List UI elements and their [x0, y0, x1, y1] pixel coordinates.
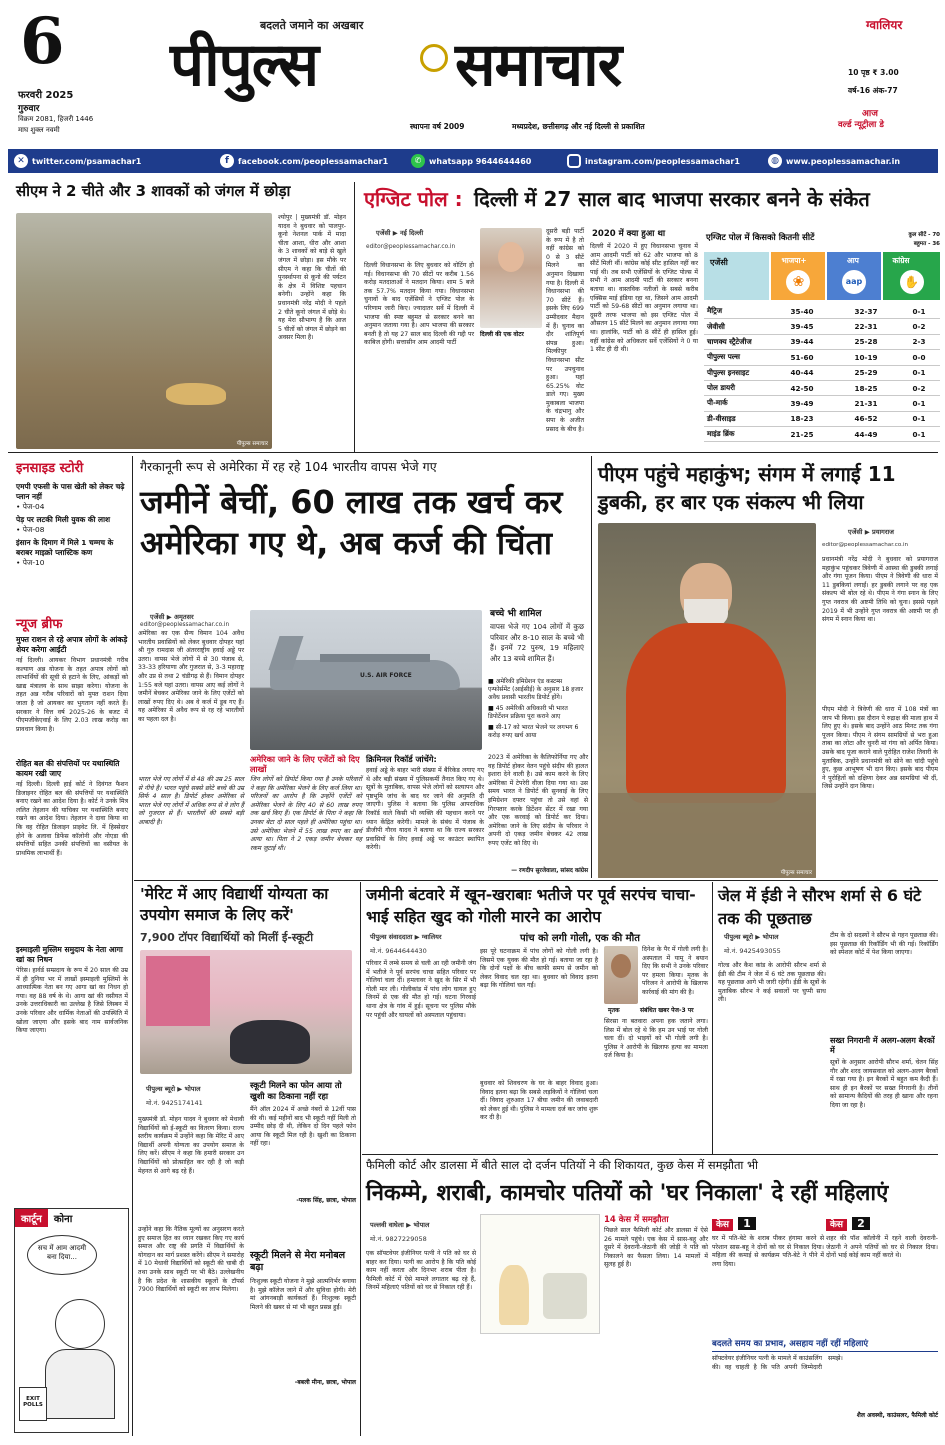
today-label: आज	[862, 109, 878, 119]
merit-headline: 'मेरिट में आए विद्यार्थी योग्यता का उपयोग समाज के लिए करें'	[140, 885, 329, 924]
bottom-sign: शैल अवस्थी, काउंसलर, फैमिली कोर्ट	[856, 1412, 938, 1419]
voter-face	[498, 242, 524, 272]
agent-box	[250, 754, 362, 879]
us-deport-byline: एजेंसी ▶ अमृतसर	[150, 613, 194, 621]
ed-mobile: मो.नं. 9425493055	[724, 947, 781, 955]
case-1-body: घर में पति-बेटे के शराब पीकर हंगामा करने से परेशान सास-बहू ने दोनों को घर से निकाल दिया। महिला की कमाई से कार्यक्रम पति-बेटे ने पीने में लगा दिया।	[712, 1235, 824, 1268]
case-2-box	[826, 1212, 938, 1332]
cartoon-label: कार्टून	[15, 1209, 48, 1227]
total-seats: कुल सीटें - 70	[908, 232, 940, 238]
social-bar	[8, 149, 938, 173]
established: स्थापना वर्ष 2009	[410, 122, 465, 131]
merit-box-2-sign: -बबली मीना, छात्रा, भोपाल	[294, 1379, 356, 1386]
exit-poll-table-box	[704, 228, 940, 444]
case-2-num: 2	[852, 1217, 870, 1230]
inside-item[interactable]	[16, 482, 128, 512]
news-brief	[16, 614, 128, 1087]
history-body: दिल्ली में 2020 में हुए विधानसभा चुनाव में आम आदमी पार्टी को 62 और भाजपा को 8 सीटें मिली थीं। कांग्रेस कोई सीट हासिल नहीं कर पाई थी। तब सभी एजेंसियों के एग्जिट पोल्स में सभी ने आम आदमी पार्टी की सरकार बनना बताया था। वास्तविक नतीजों के सबसे करीब एक्सिस माई इंडिया रहा था, जिसने आम आदमी पार्टी को 59-68 सीटों का अनुमान लगाया था। दूसरी तरफ भाजपा को इस एग्जिट पोल में औसतन 15 सीटें मिलने का अनुमान लगाया गया था। हालांकि, पार्टी को 8 सीटें ही हासिल हुई। वहीं कांग्रेस को अधिकतर सर्वे एजेंसियों ने 0 या 1 सीट ही दी थी।	[590, 243, 698, 354]
ed-box-title: सख्त निगरानी में अलग-अलग बैरकों में	[830, 1036, 935, 1055]
exit-poll-cell-aap: 18-25	[834, 380, 898, 395]
social-instagram-text: instagram.com/peoplessamachar1	[585, 156, 740, 166]
exit-poll-cell-aap: 10-19	[834, 350, 898, 365]
case-1-num: 1	[738, 1217, 756, 1230]
exit-poll-headline: दिल्ली में 27 साल बाद भाजपा सरकार बनने के संकेत	[474, 187, 870, 211]
exit-poll-cell-agency: मैट्रिज	[704, 304, 770, 319]
exit-poll-cell-agency: पीपुल्स इनसाइट	[704, 365, 770, 380]
fact-text: अमेरिकी इमिग्रेशन एंड कस्टम्स एन्फोर्समेंट (आईसीई) के अनुसार 18 हजार अवैध प्रवासी भारतीय डिपोर्ट होंगे।	[488, 678, 583, 701]
inside-item-text: पेड़ पर लटकी मिली युवक की लाश	[16, 515, 111, 524]
social-facebook-text: facebook.com/peoplessamachar1	[238, 156, 389, 166]
cartoon-body	[45, 1349, 115, 1419]
tagline: बदलते जमाने का अखबार	[260, 19, 364, 32]
cases-box	[604, 1214, 708, 1434]
kumbh-body: प्रधानमंत्री नरेंद्र मोदी ने बुधवार को प्रयागराज महाकुंभ पहुंचकर त्रिवेणी में आस्था की डुबकी लगाई और गंगा पूजन किया। पीएम ने त्रिवेणी की धारा में 11 डुबकियां लगाईं। हर डुबकी लगाने पर वह एक संकल्प भी बोल रहे थे। पीएम ने गंगा स्नान के लिए गुप्त नवरात्र की अष्टमी तिथि को चुना। इससे पहले 2019 में भी उन्होंने गुप्त नवरात्र की अष्टमी पर ही संगम में स्नान किया था।	[822, 556, 938, 624]
land-byline: पीपुल्स संवाददाता ▶ ग्वालियर	[370, 933, 442, 941]
merit-box-1	[250, 1080, 356, 1260]
merit-box-2-body: निःशुल्क स्कूटी योजना ने मुझे आत्मनिर्भर बनाया है। मुझे कॉलेज जाने में और सुविधा होगी। मेरी मां आंगनबाड़ी कार्यकर्ता हैं। निःशुल्क स्कूटी मिलने की खबर से मां भी बहुत प्रसन्न हुईं।	[250, 1278, 356, 1311]
sandeep-story: 2023 में अमेरिका के कैलिफोर्निया गए और वह डिपोर्ट होकर वेतन पहुंचे संदीप की हालत इशारा देने वाली है। उसे काम करने के लिए अमेरिका में टेपरेरी वीजा दिया गया था। उस समय भारत ने डिपोर्ट की सुनवाई के लिए इमिग्रेशन दफ्तर पहुंचा तो उसे वहां से गिरफ्तार करके डिटेंशन सेंटर में रखा गया और एक करवाई को डिपोर्ट कर दिया। अमेरिका जाने के लिए संदीप के परिवार ने अपनी दो एकड़ जमीन बेचकर 42 लाख रुपए एजेंट को दिए थे।	[488, 754, 588, 847]
bottom-title: बदलते समय का प्रभाव, असहाय नहीं रहीं महिलाएं	[712, 1338, 938, 1352]
agency-header-label: एजेंसी	[710, 258, 728, 267]
exit-poll-cell-aap: 46-52	[834, 411, 898, 426]
bottom-body: सॉफ्टवेयर इंजीनियर पत्नी के मामले में काउंसलिंग की। वह चाहती है कि पति अपनी जिम्मेदारी समझे।	[712, 1355, 843, 1371]
exit-poll-row	[704, 411, 940, 426]
x-icon: ✕	[14, 154, 28, 168]
fact-item: ■ अमेरिकी इमिग्रेशन एंड कस्टम्स एन्फोर्समेंट (आईसीई) के अनुसार 18 हजार अवैध प्रवासी भारतीय डिपोर्ट होंगे।	[488, 678, 583, 701]
family-kicker: फैमिली कोर्ट और डालसा में बीते साल दो दर्जन पतियों ने की शिकायत, कुछ केस में समझौता भी	[366, 1158, 758, 1172]
party-bjp	[771, 252, 825, 300]
exit-poll-cell-cong: 0-1	[898, 396, 940, 411]
merit-mobile: मो.नं. 9425174141	[146, 1099, 203, 1107]
exit-poll-body: दिल्ली विधानसभा के लिए बुधवार को वोटिंग हो गई। विधानसभा की 70 सीटों पर करीब 1.56 करोड़ मतदाताओं ने मतदान किया। शाम 5 बजे तक 57.7% मतदान किया गया। विधानसभा चुनावों के बाद एजेंसियों ने एग्जिट पोल के परिणाम जारी किए। ज्यादातर सर्वे में दिल्ली में भाजपा की स्पष्ट बहुमत से सरकार बनने का अनुमान जताया गया है। आप भाजपा की सरकार बनती है तो यह 27 साल बाद दिल्ली की गद्दी पर काबिज होगी। सत्तासीन आम आदमी पार्टी	[364, 262, 474, 347]
cheetah-photo	[16, 213, 272, 449]
exit-poll-cell-agency: डी-वीसाइड	[704, 411, 770, 426]
merit-box-2-title: स्कूटी मिलने से मेरा मनोबल बढ़ा	[250, 1250, 346, 1273]
ed-body-2: टीम के दो सदस्यों ने सौरभ से गहन पूछताछ की। इस पूछताछ की रिकॉर्डिंग भी की गई। रिकॉर्डिंग को स्पेशल कोर्ट में पेश किया जाएगा।	[830, 932, 938, 957]
social-website-text: www.peoplessamachar.in	[786, 156, 901, 166]
merit-box-2	[250, 1250, 356, 1430]
exit-poll-row	[704, 350, 940, 365]
children-title: बच्चे भी शामिल	[490, 609, 542, 619]
pm-robe	[626, 623, 786, 803]
cases-body: पिछले साल फैमिली कोर्ट और डालसा में ऐसे 26 मामले पहुंचे। एक केस में सास-बहू और दूसरे में देवरानी-जेठानी की जोड़ी ने पति को निकालने का फैसला लिया। 14 मामलों में सुलह हुई है।	[604, 1227, 708, 1269]
brief-item-body: नई दिल्ली। दिल्ली हाई कोर्ट ने दिवंगत फैशन डिजाइनर रोहित बल की संपत्तियों पर यथास्थिति बनाए रखने का आदेश दिया है। कोर्ट ने उनके मित्र ललित तेहलान की याचिका पर यथास्थिति बनाए रखने का आदेश दिया। तेहलान ने दावा किया था कि वह रोहित डिजाइन प्राइवेट लि. में हिस्सेदार होने के अलावा डिफेंस कॉलोनी और नोएडा की संपत्तियों सहित उनकी संपत्तियों का वसीयत के प्राथमिक लाभार्थी हैं।	[16, 781, 128, 857]
masthead-logo-emblem	[420, 44, 448, 72]
inside-story-title: इनसाइड स्टोरी	[16, 461, 84, 476]
cartoon-box	[14, 1208, 129, 1433]
divider-v4	[360, 882, 361, 1436]
brief-item-head: इस्माइली मुस्लिम समुदाय के नेता आगा खां का निधन	[16, 945, 123, 964]
land-headline: जमीनी बंटवारे में खून-खराबाः भतीजे पर पूर्व सरपंच चाचा-भाई सहित खुद को गोली मारने का आरोप	[366, 886, 696, 926]
brief-item-head: रोहित बल की संपत्तियों पर यथास्थिति कायम रखी जाए	[16, 759, 120, 778]
exit-poll-cell-bjp: 35-40	[770, 304, 834, 319]
exit-poll-cell-cong: 0-1	[898, 411, 940, 426]
cheetah-photo-credit: पीपुल्स समाचार	[236, 441, 268, 447]
exit-poll-header	[362, 183, 940, 215]
ed-box-body: सूत्रों के अनुसार आरोपी सौरभ शर्मा, चेतन सिंह गौर और शरद जायसवाल को अलग-अलग बैरकों में रखा गया है। इन बैरकों में बहुत कम कैदी हैं। साथ ही इन बैरकों पर सख्त निगरानी है। तीनों को सामान्य कैदियों की तरह ही खाना और रहना दिया जा रहा है।	[830, 1059, 938, 1109]
brief-item-head: मुफ्त राशन ले रहे अपात्र लोगों के आंकड़े शेयर करेगा आईटी	[16, 635, 128, 654]
family-cartoon	[480, 1214, 600, 1334]
children-body: वापस भेजे गए 104 लोगों में कुछ परिवार और 8-10 साल के बच्चे भी हैं। इनमें 72 पुरुष, 19 महिलाएं और 13 बच्चे शामिल हैं।	[490, 622, 584, 663]
divider-v5	[712, 882, 713, 1154]
family-body: एक सॉफ्टवेयर इंजीनियर पत्नी ने पति को घर से बाहर कर दिया। पत्नी का आरोप है कि पति कोई काम नहीं करता और दिनभर शराब पीता है। फैमिली कोर्ट में ऐसे मामले लगातार बढ़ रहे हैं, जिनमें महिलाएं पतियों को घर से निकाल रही हैं।	[366, 1250, 476, 1292]
exit-poll-row	[704, 365, 940, 380]
date-number: 6	[20, 4, 65, 79]
exit-poll-cell-cong: 0-0	[898, 350, 940, 365]
surjewala-sign: — रणदीप सुरजेवाला, सांसद कांग्रेस	[511, 868, 588, 874]
banner-pink	[146, 956, 210, 1026]
case-2-body: शहर की पॉश कॉलोनी में रहने वाली देवरानी-जेठानी ने अपने पतियों को घर से निकाल दिया। दोनों भाई कोई काम नहीं करते थे।	[826, 1235, 938, 1260]
today-event: वर्ल्ड न्यूट्रीला डे	[838, 120, 884, 130]
related-news: संबंधित खबर पेज-3 पर	[640, 1007, 694, 1014]
cartoon-corner: कोना	[53, 1214, 73, 1225]
instagram-icon	[567, 154, 581, 168]
exit-poll-cell-aap: 21-31	[834, 396, 898, 411]
case-2-label: केस	[826, 1219, 847, 1231]
tithi: माघ शुक्ल नवमी	[18, 126, 60, 134]
criminal-title: क्रिमिनल रिकॉर्ड जांचेंगे:	[366, 754, 437, 764]
exit-poll-cell-bjp: 39-45	[770, 319, 834, 334]
cartoon-pot	[543, 1273, 587, 1319]
masthead	[0, 0, 945, 148]
party-aap-label: आप	[846, 256, 859, 265]
kumbh-body-2: पीएम मोदी ने त्रिवेणी की धारा में 108 मंत्रों का जाप भी किया। इस दौरान पे रुद्राक्ष की माला हाथ में लिए हुए थे। इसके बाद उन्होंने आठ मिनट तक गंगा पूजन किया। पीएम ने संगम सामग्रियों से भरा हुआ ताबा का लोटा और चुनरी मां गंगा को अर्पित किया। उसके बाद पूजा कराने वाले पुरोहित राजेश तिवारी के मुताबिक, उन्होंने प्रधानमंत्री को सोने का चांदी पहुंचे हुए, कुछ आभूषण भी दान किए। इसके बाद पीएम ने पुरोहितों को दक्षिणा देकर अन्न सामग्रियां भी दीं, जिसे उन्होंने दान किया।	[822, 706, 938, 791]
us-deport-kicker: गैरकानूनी रूप से अमेरिका में रह रहे 104 भारतीय वापस भेजे गए	[140, 459, 437, 474]
us-deport-headline: जमीनें बेचीं, 60 लाख तक खर्च कर अमेरिका गए थे, अब कर्ज की चिंता	[140, 483, 563, 562]
divider-v2	[132, 456, 133, 1436]
cartoon-figure	[55, 1299, 105, 1349]
land-body-3: दिनेश के पैर में गोली लगी है। अस्पताल में यामू ने बयान दिए कि सभी ने उनके परिवार पर हमला किया। मृतक के परिजन ने आरोपी के खिलाफ कार्रवाई की मांग की है।	[642, 946, 708, 996]
cheetah-figure	[166, 383, 226, 405]
merit-box-1-sign: -पलक सिंह, छात्रा, भोपाल	[296, 1197, 356, 1204]
exit-poll-cell-cong: 0-1	[898, 304, 940, 319]
family-body-2	[480, 1338, 598, 1436]
victim-face	[611, 954, 631, 978]
inside-item[interactable]	[16, 538, 128, 568]
facts-list	[488, 678, 586, 740]
exit-poll-row	[704, 334, 940, 349]
whatsapp-icon: ✆	[411, 154, 425, 168]
us-deport-body-italic: भारत भेजे गए लोगों में से 48 की उम्र 25 साल से नीचे है। भारत पहुंचे सबसे छोटे बच्चे की उम्र सिर्फ 4 साल है। डिपोर्ट होकर अमेरिका से भारत भेजे गए लोगों में अधिक रूप से वे लोग हैं जो गुजरात से हैं। भारतीयों की सबसे बड़ी आबादी है।	[138, 776, 244, 826]
exit-poll-cell-agency: पी-मार्क	[704, 396, 770, 411]
exit-poll-cell-cong: 0-1	[898, 427, 940, 442]
inside-story	[16, 458, 128, 568]
exit-poll-row	[704, 304, 940, 319]
exit-poll-cell-bjp: 21-25	[770, 427, 834, 442]
exit-poll-row	[704, 380, 940, 395]
fact-text: 45 अमेरिकी अधिकारी भी भारत डिपोर्टेशन प्रक्रिया पूरा कराने आए	[488, 705, 568, 720]
exit-poll-email: editor@peoplessamachar.co.in	[366, 244, 456, 250]
us-deport-body: अमेरिका का एक सैन्य विमान 104 अवैध भारतीय प्रवासियों को लेकर बुधवार दोपहर यहां श्री गुरु रामदास जी अंतरराष्ट्रीय हवाई अड्डे पर उतरा। वापस भेजे लोगों में से 30 पंजाब से, 33-33 हरियाणा और गुजरात से, 3-3 महाराष्ट्र और उप्र से तथा 2 चंडीगढ़ से हैं। विमान दोपहर 1:55 बजे यहां उतरा। वापस आए कई लोगों ने जमीनें बेचकर अमेरिका जाने के लिए एजेंटों को लाखों रुपए दिए थे। अब वे कर्ज में डूब गए हैं। यह अमेरिका में अवैध रूप से रह रहे भारतीयों का पहला दल है।	[138, 630, 244, 723]
fact-text: सी-17 को भारत भेजने पर लगभग 6 करोड़ रुपए खर्च आया	[488, 724, 579, 739]
exit-poll-cell-bjp: 40-44	[770, 365, 834, 380]
brief-item-body: पेरिस। हार्वर्ड सम्प्रदाय के रूप में 20 साल की उम्र में ही दुनिया भर में लाखों इस्माइली मुस्लिमों के आध्यात्मिक नेता बन गए आगा खां का निधन हो गया। वह 88 वर्ष के थे। आगा खां की वसीयत में उनके उत्तराधिकारी का उल्लेख है जिसे लिस्बन में उनके परिवार और धार्मिक नेताओं की उपस्थिति में खोला जाएगा और इसके बाद नाम सार्वजनिक किया जाएगा।	[16, 967, 128, 1035]
agency-header	[704, 252, 769, 300]
river-water	[598, 793, 816, 878]
exit-poll-label: एग्जिट पोल :	[364, 187, 463, 211]
majority: बहुमत - 36	[913, 241, 940, 247]
exit-poll-cell-bjp: 39-49	[770, 396, 834, 411]
voter-photo	[480, 228, 542, 328]
inside-item-page: • पेज-04	[16, 502, 45, 511]
exit-poll-cell-aap: 32-37	[834, 304, 898, 319]
exit-poll-cell-bjp: 51-60	[770, 350, 834, 365]
merit-byline: पीपुल्स ब्यूरो ▶ भोपाल	[146, 1085, 201, 1093]
plane-wing	[320, 654, 430, 662]
exit-poll-byline: एजेंसी ▶ नई दिल्ली	[376, 229, 424, 237]
family-headline: निकम्मे, शराबी, कामचोर पतियों को 'घर निकाला' दे रहीं महिलाएं	[366, 1181, 889, 1206]
price: 10 पृष्ठ ₹ 3.00	[848, 68, 899, 77]
brief-item-body: नई दिल्ली। आयकर विभाग प्रधानमंत्री गरीब कल्याण अन्न योजना के तहत अपात्र लोगों को लाभार्थियों की सूची से हटाने के लिए, आंकड़ों को खाद्य मंत्रालय के साथ साझा करेगा। योजना के तहत अन्न गरीब परिवारों को मुफ्त राशन दिया जाता है जो आयकर का भुगतान नहीं करते हैं। सरकार ने वित्त वर्ष 2025-26 के बजट में पीएमजीकेएवाई के लिए 2.03 लाख करोड़ का प्रावधान किया है।	[16, 657, 128, 733]
social-whatsapp-text: whatsapp 9644644460	[429, 156, 532, 166]
exit-poll-table	[704, 304, 940, 442]
ed-headline: जेल में ईडी ने सौरभ शर्मा से 6 घंटे तक की पूछताछ	[718, 886, 922, 928]
case-1-box	[712, 1212, 824, 1332]
merit-subhead: 7,900 टॉपर विद्यार्थियों को मिलीं ई-स्कूटी	[140, 931, 314, 944]
exit-poll-cell-agency: जेवीसी	[704, 319, 770, 334]
us-deport-right-column	[488, 754, 588, 879]
masthead-title-right: समाचार	[455, 30, 622, 100]
exit-poll-cell-agency: पीपुल्स पल्स	[704, 350, 770, 365]
exit-poll-cell-aap: 44-49	[834, 427, 898, 442]
exit-poll-row	[704, 396, 940, 411]
weekday: गुरुवार	[18, 104, 40, 114]
exit-poll-body-3	[480, 342, 584, 442]
vikram-samvat: विक्रम 2081, हिजरी 1446	[18, 115, 94, 123]
inside-item-page: • पेज-10	[16, 558, 45, 567]
divider-h3	[362, 1154, 938, 1155]
us-deport-email: editor@peoplessamachar.co.in	[140, 622, 230, 628]
scooty-photo	[140, 950, 352, 1074]
plane-marking: U.S. AIR FORCE	[360, 672, 412, 679]
kumbh-byline: एजेंसी ▶ प्रयागराज	[848, 528, 894, 536]
inside-item-text: इंसान के दिमाग में मिले 1 चम्मच के बराबर माइक्रो प्लास्टिक कण	[16, 538, 114, 557]
social-item-website[interactable]	[768, 154, 900, 168]
exit-polls-sign-text: EXIT POLLS	[23, 1396, 43, 1408]
cheetah-headline: सीएम ने 2 चीते और 3 शावकों को जंगल में छोड़ा	[16, 182, 291, 200]
exit-poll-row	[704, 427, 940, 442]
ed-body: गोल्ड और कैश कांड के आरोपी सौरभ शर्मा से ईडी की टीम ने जेल में 6 घंटे तक पूछताछ की। यह पूछताछ आगे भी जारी रहेगी। ईडी के सूत्रों के मुताबिक सौरभ ने कई सवालों पर चुप्पी साध ली।	[718, 962, 826, 1004]
plane-photo	[250, 610, 482, 750]
inside-item-page: • पेज-08	[16, 525, 45, 534]
social-item-instagram[interactable]	[567, 154, 762, 168]
cartoon-header	[15, 1209, 128, 1227]
news-brief-title: न्यूज ब्रीफ	[16, 617, 63, 632]
exit-polls-sign	[19, 1387, 47, 1421]
divider-h1	[8, 452, 938, 453]
kumbh-photo-credit: पीपुल्स समाचार	[780, 870, 812, 876]
divider-v1	[354, 182, 355, 452]
victim-photo	[604, 946, 638, 1004]
land-body-5: सिरसा ना बतवारा अपना हक जताने लगा। लिस में बोल रहे थे कि हम उन भाई पर गोली चला दीं। दो भाइयों को भी गोली लगी है। पुलिस ने आरोपी के खिलाफ हत्या का मामला दर्ज किया है।	[604, 1018, 708, 1060]
exit-poll-cell-cong: 0-2	[898, 380, 940, 395]
history-title: 2020 में क्या हुआ था	[592, 229, 666, 239]
month-year: फरवरी 2025	[18, 90, 74, 101]
exit-poll-cell-bjp: 39-44	[770, 334, 834, 349]
family-byline: पल्लवी वाघेला ▶ भोपाल	[370, 1221, 430, 1229]
criminal-body: हवाई अड्डे के बाहर भारी संख्या में बैरिकेड लगाए गए थे और बड़ी संख्या में पुलिसकर्मी तैनात किए गए थे। सूत्रों के मुताबिक, वापस भेजे लोगों को सत्यापन और पृष्ठभूमि जांच के बाद घर जाने की अनुमति दी जाएगी। पुलिस ने बताया कि पुलिस आपराधिक रिकॉर्ड वाले किसी भी व्यक्ति की पहचान करने पर ध्यान केंद्रित करेगी। मामले के संबंध में पंजाब के डीजीपी गौरव यादव ने बताया था कि राज्य सरकार प्रवासियों के लिए हवाई अड्डे पर काउंटर स्थापित करेगी।	[366, 767, 484, 852]
voter-photo-caption: दिल्ली की एक वोटर	[480, 331, 524, 338]
exit-poll-cell-aap: 25-28	[834, 334, 898, 349]
facebook-icon: f	[220, 154, 234, 168]
divider-h2	[134, 880, 938, 881]
merit-box-1-body: मैंने ऑल 2024 में अच्छे नंबरों से 12वीं पास की थी। कई महीनों बाद भी स्कूटी नहीं मिली तो उम्मीद छोड़ दी थी, लेकिन दो दिन पहले फोन आया कि स्कूटी मिल रही है। खुशी का ठिकाना नहीं रहा।	[250, 1106, 356, 1148]
social-twitter-text: twitter.com/psamachar1	[32, 156, 142, 166]
fact-item: ■ सी-17 को भारत भेजने पर लगभग 6 करोड़ रुपए खर्च आया	[488, 724, 579, 739]
lotus-icon: ❀	[786, 270, 810, 294]
exit-poll-cell-agency: पोल डायरी	[704, 380, 770, 395]
kumbh-headline: पीएम पहुंचे महाकुंभ; संगम में लगाई 11 डुबकी, हर बार एक संकल्प भी लिया	[598, 462, 896, 514]
social-item-twitter[interactable]	[14, 154, 214, 168]
agent-title: अमेरिका जाने के लिए एजेंटों को दिए लाखों	[250, 754, 360, 774]
exit-poll-row	[704, 319, 940, 334]
party-congress	[883, 252, 941, 300]
scooty-shape	[230, 1020, 310, 1064]
broom-icon: aap	[842, 270, 866, 294]
cartoon-man	[499, 1265, 529, 1325]
criminal-box	[366, 754, 484, 879]
cheetah-body: श्योपुर | मुख्यमंत्री डॉ. मोहन यादव ने बुधवार को पालपुर-कूनो नेशनल पार्क में मादा चीता आशा, धीरा और आशा के 3 शावकों को बाड़े से खुले जंगल में छोड़ा। इस मौके पर सीएम ने कहा कि चीतों की पुनर्स्थापना से कूनो की पर्यटन के क्षेत्र में विशिष्ट पहचान बनेगी। उन्होंने कहा कि प्रधानमंत्री नरेंद्र मोदी ने पहले 2 चीते कूनो जंगल में छोड़े थे। यह मेरा सौभाग्य है कि आज 5 चीतों को जंगल में छोड़ने का अवसर मिला है।	[278, 214, 346, 342]
city-edition: ग्वालियर	[866, 18, 903, 32]
divider-v3	[591, 456, 592, 878]
exit-poll-cell-bjp: 18-23	[770, 411, 834, 426]
exit-poll-cell-agency: माइंड ब्रिंक	[704, 427, 770, 442]
bottom-box	[712, 1338, 938, 1436]
exit-poll-cell-cong: 2-3	[898, 334, 940, 349]
published: मध्यप्रदेश, छत्तीसगढ़ और नई दिल्ली से प्रकाशित	[512, 122, 645, 131]
exit-poll-cell-agency: चाणक्य स्ट्रैटेजीज	[704, 334, 770, 349]
land-subhead: पांच को लगी गोली, एक की मौत	[520, 933, 640, 944]
merit-body-2: उन्होंने कहा कि नैतिक मूल्यों का अनुसरण करते हुए समाज हित का ध्यान रखकर किए गए कार्य समाज और राष्ट्र की प्रगति में विद्यार्थियों के योगदान का मार्ग प्रशस्त करेंगे। सीएम ने समारोह में 10 मेधावी विद्यार्थियों को स्कूटी की चाबी दी तथा उनके साथ स्कूटी पर भी बैठे। उल्लेखनीय है कि प्रदेश के शासकीय स्कूलों के टॉपर्स 7900 विद्यार्थियों को स्कूटी का लाभ मिलेगा।	[138, 1226, 244, 1294]
land-mobile: मो.नं. 9644644430	[370, 947, 427, 955]
inside-item[interactable]	[16, 515, 128, 535]
ed-box	[830, 1036, 938, 1154]
land-body-2: इस पूरे घटनाक्रम में पांच लोगों को गोली लगी है। जिसमें एक युवक की मौत हो गई। बताया जा रहा है कि दोनों पक्षों के बीच काफी समय से जमीन को लेकर विवाद चल रहा था। बुधवार को विवाद इतना बढ़ा कि गोलियां चल गईं।	[480, 948, 598, 990]
land-body-4: बुधवार को शिवचरण के घर के बाहर विवाद हुआ। विवाद इतना बढ़ा कि सबसे लड़कियों ने गोलियां चला दीं। विवाद शुरुआत 17 बीघा जमीन की जवाबदारी को लेकर हुई थी। पुलिस ने मामला दर्ज कर जांच शुरू कर दी है।	[480, 1080, 598, 1122]
cases-title: 14 केस में समझौता	[604, 1215, 669, 1225]
case-1-label: केस	[712, 1219, 733, 1231]
party-aap	[827, 252, 881, 300]
masthead-title-left: पीपुल्स	[170, 30, 319, 100]
speech-bubble	[27, 1235, 97, 1275]
merit-body: मुख्यमंत्री डॉ. मोहन यादव ने बुधवार को मेधावी विद्यार्थियों को ई-स्कूटी का वितरण किया। राज्य स्तरीय कार्यक्रम में उन्होंने कहा कि मेरिट में आए विद्यार्थी अपनी योग्यता का उपयोग समाज के लिए करें। सीएम ने कहा कि हमारी सरकार उन विद्यार्थियों को प्रोत्साहित कर रही है जो कड़ी मेहनत से आगे बढ़ रहे हैं।	[138, 1116, 244, 1175]
kumbh-photo	[598, 523, 816, 878]
hand-icon: ✋	[900, 270, 924, 294]
agent-body: जिन लोगों को डिपोर्ट किया गया है उनके परिवारों ने कहा कि अमेरिका भेजने के लिए कर्ज लिया था। परिजनों का आरोप है कि उन्होंने एजेंटों को अमेरिका भेजने के लिए 40 से 60 लाख रुपए तक खर्च किए हैं। एक डिपोर्ट के पिता ने कहा कि उनका बेटा दो साल पहले ही अमेरिका पहुंचा था। उसे अमेरिका भेजने में 55 लाख रुपए का खर्च आया था। पिता ने 2 एकड़ जमीन बेचकर यह रकम जुटाई थी।	[250, 776, 362, 852]
exit-poll-cell-cong: 0-1	[898, 365, 940, 380]
party-congress-label: कांग्रेस	[892, 256, 910, 265]
inside-item-text: एमपी एफसी के पास खेती को लेकर चढ़े प्लान नहीं	[16, 482, 125, 501]
volume: वर्ष-16 अंक-77	[848, 86, 898, 95]
exit-poll-cell-bjp: 42-50	[770, 380, 834, 395]
exit-poll-party-header	[704, 252, 940, 300]
fact-item: ■ 45 अमेरिकी अधिकारी भी भारत डिपोर्टेशन प्रक्रिया पूरा कराने आए	[488, 705, 568, 720]
kumbh-email: editor@peoplessamachar.co.in	[822, 542, 909, 548]
speech-text: सच में आम आदमी बना दिया...	[37, 1244, 87, 1261]
merit-box-1-title: स्कूटी मिलने का फोन आया तो खुशी का ठिकाना नहीं रहा	[250, 1080, 342, 1101]
exit-poll-cell-cong: 0-2	[898, 319, 940, 334]
exit-poll-cell-aap: 22-31	[834, 319, 898, 334]
globe-icon: ◍	[768, 154, 782, 168]
land-body-6	[366, 1080, 476, 1152]
victim-caption: मृतक	[608, 1007, 620, 1014]
social-item-whatsapp[interactable]	[411, 154, 561, 168]
party-bjp-label: भाजपा+	[781, 256, 807, 265]
ed-byline: पीपुल्स ब्यूरो ▶ भोपाल	[724, 933, 779, 941]
exit-poll-body-2: दूसरी बड़ी पार्टी के रूप में है तो वहीं कांग्रेस को 0 से 3 सीटें मिलने का अनुमान दिखाया गया है। दिल्ली में विधानसभा की 70 सीटें हैं। इसके लिए 699 उम्मीदवार मैदान में हैं। चुनाव का दौर शांतिपूर्ण संपन्न हुआ। मिल्कीपुर विधानसभा सीट पर उपचुनाव हुआ। यहां 65.25% वोट डाले गए। मुख्य मुकाबला भाजपा के चंद्रभानु और सपा के अजीत प्रसाद के बीच है।	[546, 228, 584, 433]
exit-poll-table-title: एग्जिट पोल में किसको कितनी सीटें	[706, 233, 815, 243]
family-mobile: मो.नं. 9827229058	[370, 1235, 427, 1243]
exit-poll-cell-aap: 25-29	[834, 365, 898, 380]
social-item-facebook[interactable]	[220, 154, 405, 168]
land-body: परिवार में लम्बे समय से चली आ रही जमीनी जंग में भतीजे ने पूर्व सरपंच चाचा सहित परिवार पर गोलियां चला दीं। हमलावर ने खुद के सिर में भी गोली मार ली। गोलीकांड में पांच लोग घायल हुए जिनमें से एक की मौत हो गई। घटना गिरवाई थाना क्षेत्र के गांव में हुई। सूचना पर पुलिस मौके पर पहुंची और घायलों को अस्पताल पहुंचाया।	[366, 960, 476, 1019]
bullets	[486, 602, 586, 603]
